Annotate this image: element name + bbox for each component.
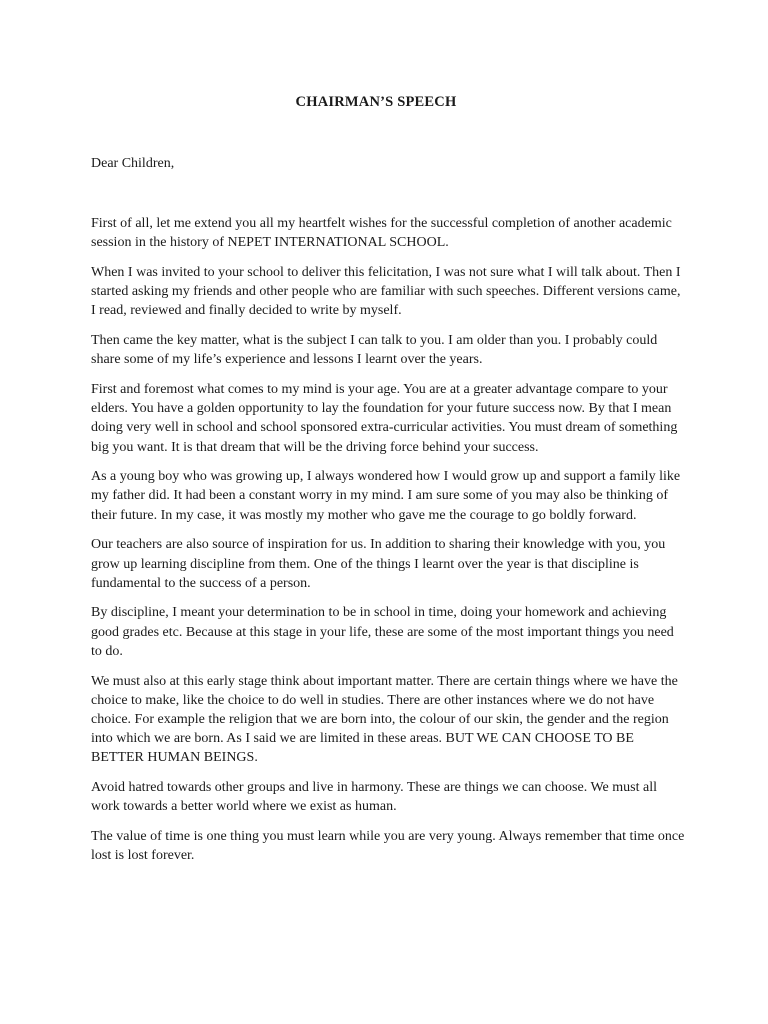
greeting: Dear Children, [91, 156, 175, 171]
paragraph: We must also at this early stage think about important matter. There are certain things where we have the choice to make, like the choice to do well in studies. There are other instances where we do not have choice. For example the religion that we are born into, the colour of our skin, the gender and the region into which we are born. As I said we are limited in these areas. BUT WE CAN CHOOSE TO BE BETTER HUMAN BEINGS. [91, 673, 678, 766]
paragraph: Our teachers are also source of inspiration for us. In addition to sharing their knowledge with you, you grow up learning discipline from them. One of the things I learnt over the year is that discipline is fundamental to the success of a person. [91, 537, 666, 591]
paragraph: When I was invited to your school to deliver this felicitation, I was not sure what I will talk about. Then I started asking my friends and other people who are familiar with such speeches. Different versions came, I read, reviewed and finally decided to write by myself. [91, 264, 681, 319]
paragraph: First and foremost what comes to my mind is your age. You are at a greater advantage compare to your elders. You have a golden opportunity to lay the foundation for your future success now. By that I mean doing very well in school and school sponsored extra-curricular activities. You must dream of something big you want. It is that dream that will be the driving force behind your success. [91, 381, 678, 455]
paragraph: First of all, let me extend you all my heartfelt wishes for the successful completion of another academic session in the history of NEPET INTERNATIONAL SCHOOL. [91, 216, 672, 251]
paragraph: By discipline, I meant your determination to be in school in time, doing your homework and achieving good grades etc. Because at this stage in your life, these are some of the most important things you need to do. [91, 605, 674, 659]
paragraph: As a young boy who was growing up, I always wondered how I would grow up and support a family like my father did. It had been a constant worry in my mind. I am sure some of you may also be thinking of their future. In my case, it was mostly my mother who gave me the courage to go boldly forward. [91, 469, 681, 523]
document-body [91, 214, 687, 876]
paragraph: Then came the key matter, what is the subject I can talk to you. I am older than you. I probably could share some of my life’s experience and lessons I learnt over the years. [91, 333, 658, 368]
paragraph: Avoid hatred towards other groups and live in harmony. These are things we can choose. We must all work towards a better world where we exist as human. [91, 780, 657, 815]
paragraph: The value of time is one thing you must learn while you are very young. Always remember that time once lost is lost forever. [91, 828, 685, 864]
document-title: CHAIRMAN’S SPEECH [295, 94, 457, 110]
